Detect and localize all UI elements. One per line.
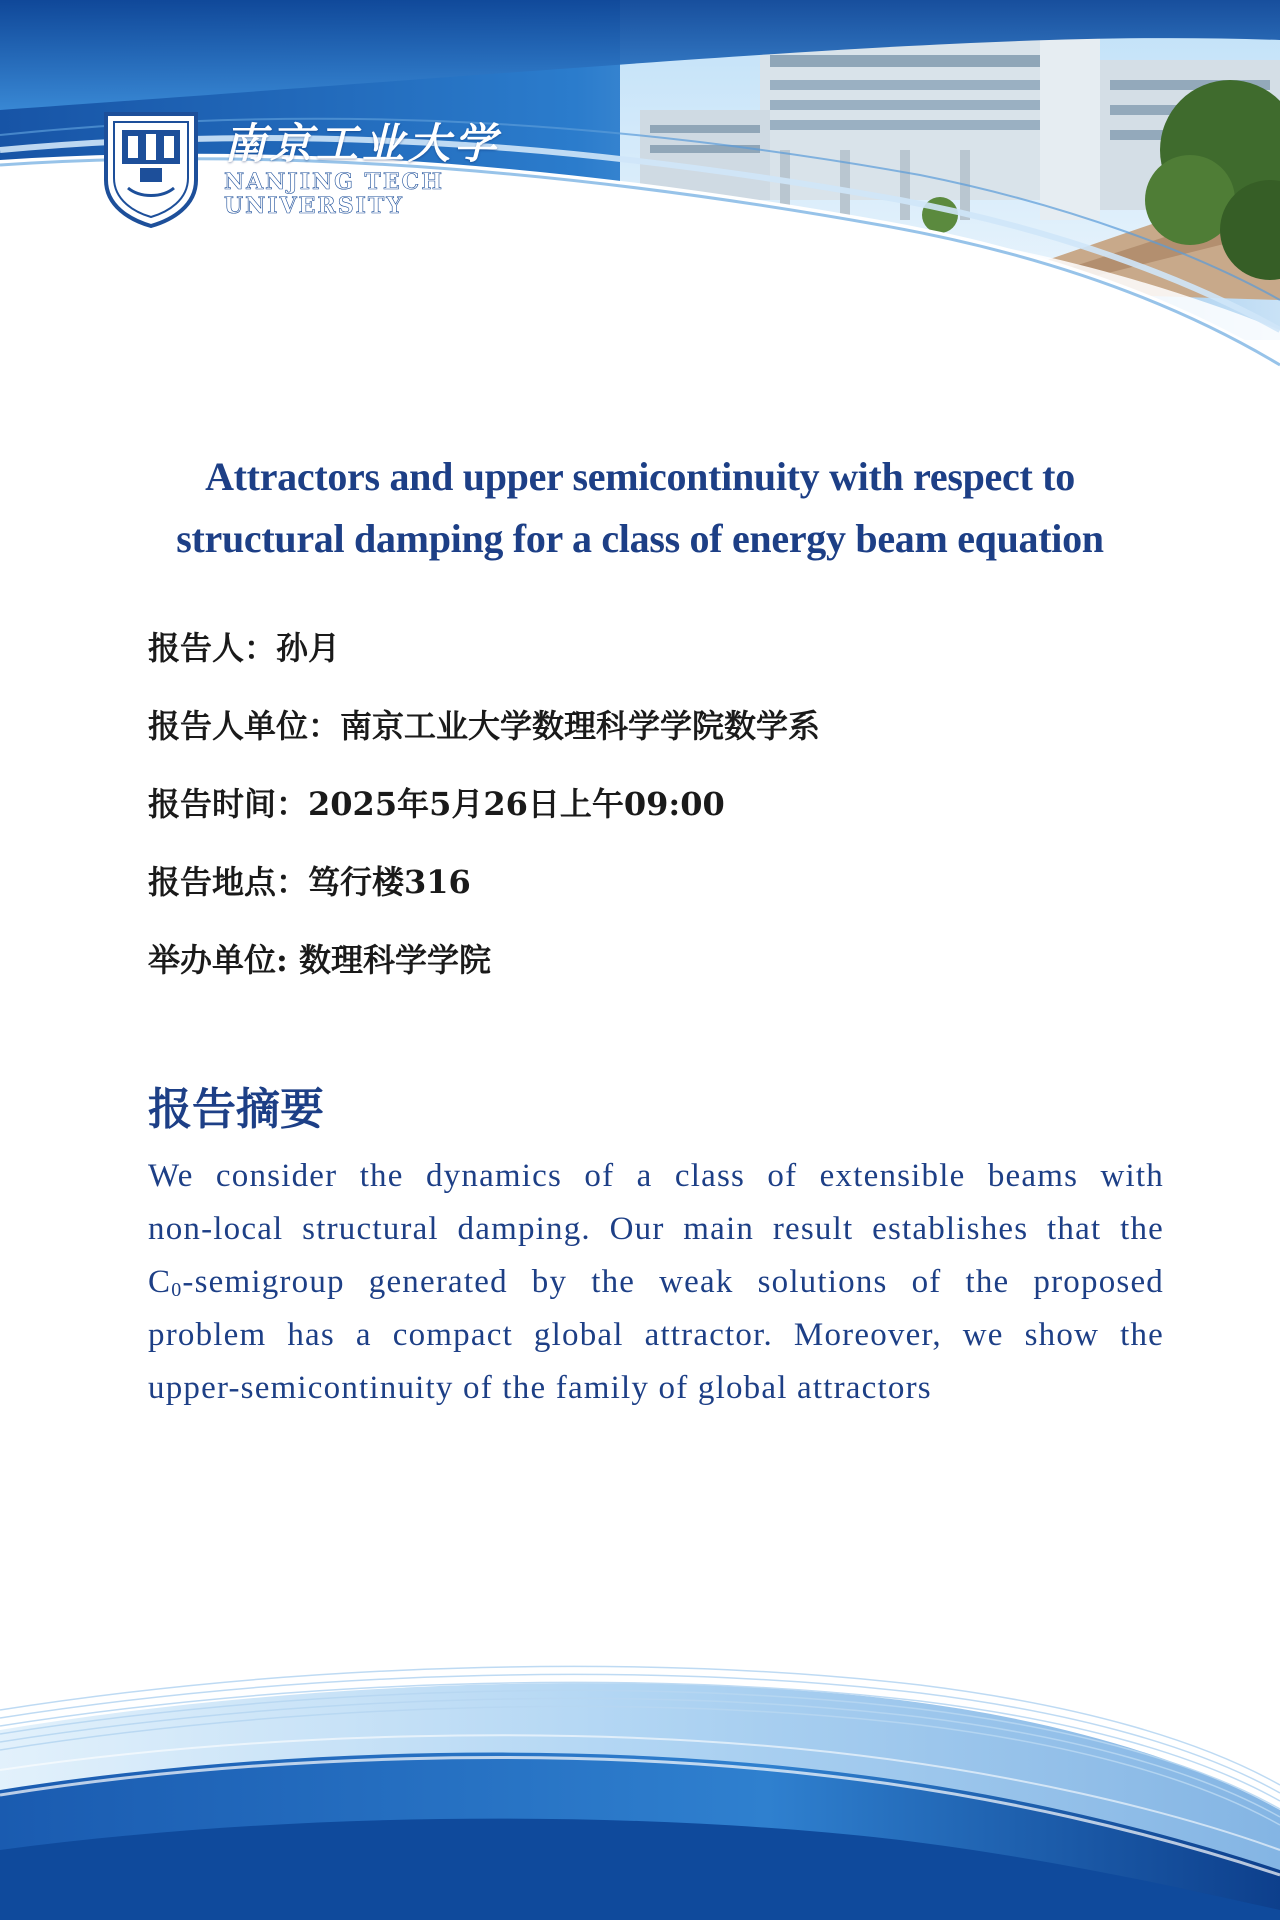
footer-wave-decoration xyxy=(0,1620,1280,1920)
abstract-line: non-local structural damping. Our main result establishes that the xyxy=(148,1211,1164,1247)
abstract-line: problem has a compact global attractor. Moreover, we show the xyxy=(148,1317,1164,1353)
lecture-title-line2: structural damping for a class of energy beam equation xyxy=(176,516,1104,561)
lecture-info xyxy=(148,620,1148,1010)
info-value: 数理科学学院 xyxy=(298,941,491,979)
abstract-line: We consider the dynamics of a class of extensible beams with xyxy=(148,1158,1164,1194)
university-name-en-line2: UNIVERSITY xyxy=(224,193,404,219)
university-emblem-icon xyxy=(100,108,202,228)
info-row-location xyxy=(148,854,1148,932)
info-value: 2025年5月26日上午09:00 xyxy=(308,785,725,823)
info-label: 报告地点： xyxy=(148,863,309,901)
info-label: 报告时间： xyxy=(148,785,309,823)
abstract-line xyxy=(148,1256,1164,1309)
info-label: 报告人单位： xyxy=(148,707,341,745)
abstract-body xyxy=(148,1150,1164,1415)
info-row-affiliation xyxy=(148,698,1148,776)
university-logo xyxy=(100,108,500,228)
university-name-cn: 南京工业大学 xyxy=(224,119,501,168)
abstract-line-rest: -semigroup generated by the weak solutions of the proposed xyxy=(182,1264,1164,1300)
university-name-block xyxy=(224,118,500,218)
header-banner-image xyxy=(0,0,1280,460)
info-row-organizer xyxy=(148,932,1148,1010)
lecture-title xyxy=(100,446,1180,570)
info-row-speaker xyxy=(148,620,1148,698)
lecture-title-line1: Attractors and upper semicontinuity with respect to xyxy=(205,454,1075,499)
abstract-symbol-subscript: 0 xyxy=(171,1279,183,1301)
info-label: 举办单位: xyxy=(148,941,299,979)
abstract-symbol-c: C xyxy=(148,1264,172,1300)
info-value: 笃行楼316 xyxy=(308,863,471,901)
abstract-heading: 报告摘要 xyxy=(148,1084,324,1135)
info-value: 南京工业大学数理科学学院数学系 xyxy=(340,707,821,745)
info-row-time xyxy=(148,776,1148,854)
university-name-en-line1: NANJING TECH xyxy=(224,169,444,195)
abstract-line: upper-semicontinuity of the family of global attractors xyxy=(148,1370,932,1406)
info-value: 孙月 xyxy=(276,629,341,667)
info-label: 报告人： xyxy=(148,629,277,667)
